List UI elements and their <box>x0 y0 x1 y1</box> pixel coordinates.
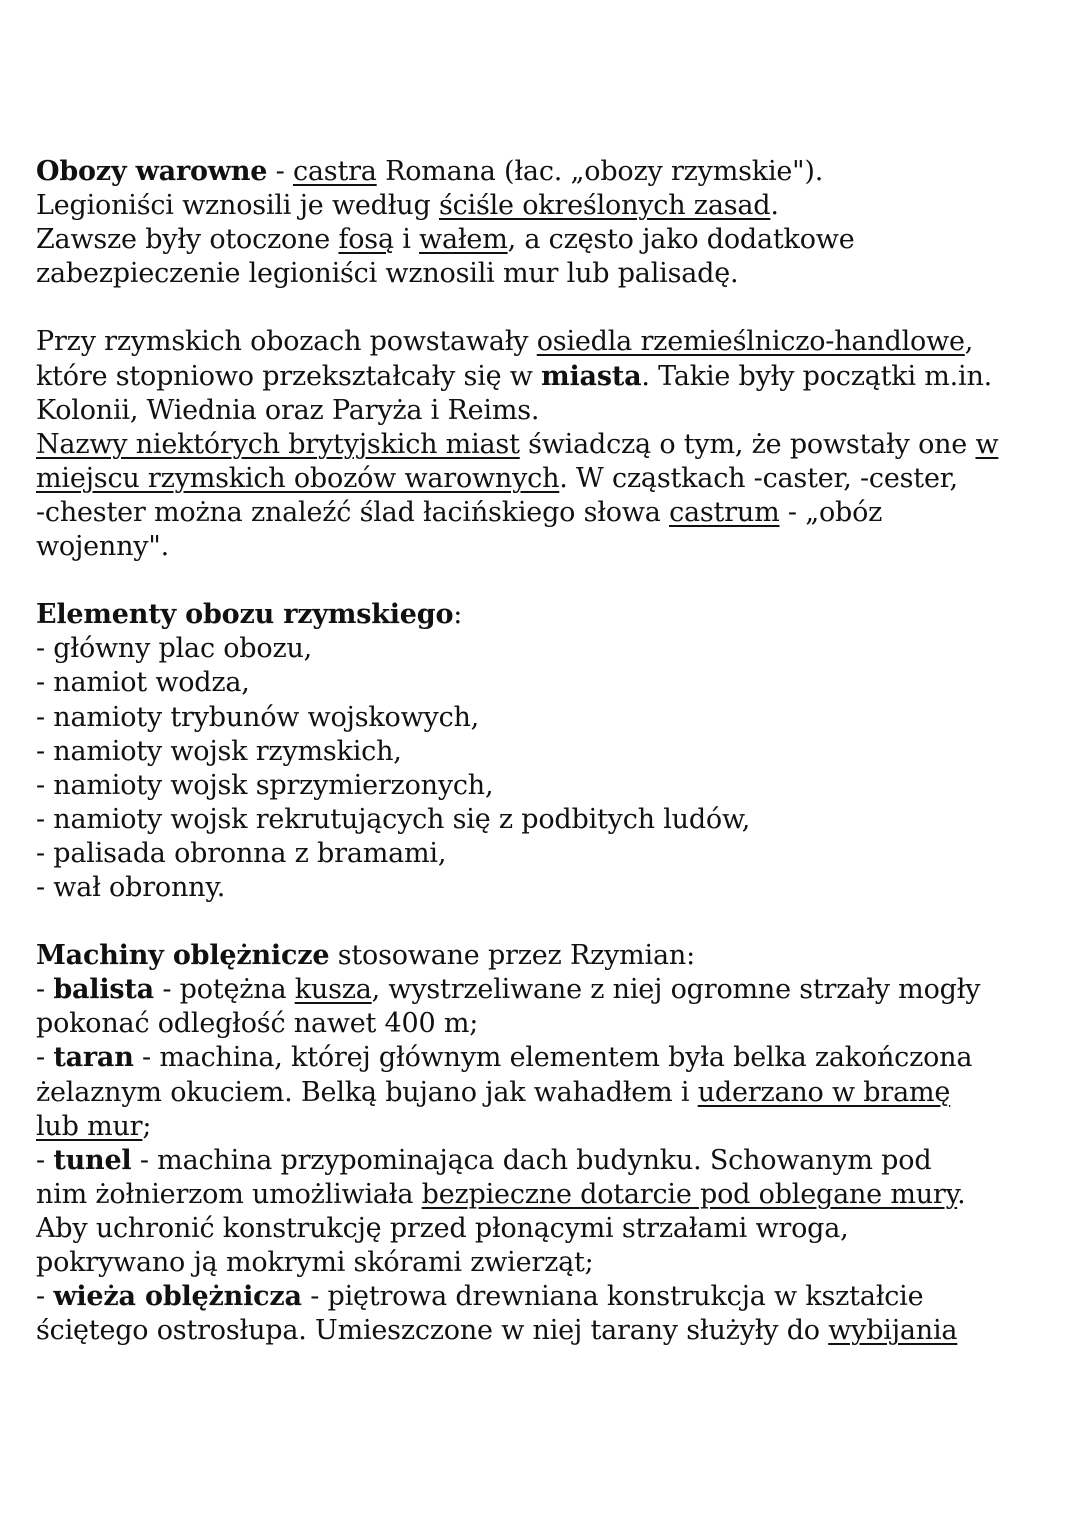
list-item: - tunel - machina przypominająca dach budynku. Schowanym pod <box>36 1144 932 1176</box>
text-line: Kolonii, Wiednia oraz Paryża i Reims. <box>36 394 540 426</box>
text-line: Nazwy niektórych brytyjskich miast świadczą o tym, że powstały one w <box>36 428 999 460</box>
underlined-term: w <box>975 428 999 460</box>
text-line: Zawsze były otoczone fosą i wałem, a często jako dodatkowe <box>36 224 855 256</box>
underlined-term: castra <box>292 156 377 187</box>
section-heading-obozy: Obozy warowne <box>36 156 268 187</box>
list-item: - główny plac obozu, <box>36 633 313 665</box>
paragraph-spacer <box>36 564 1056 598</box>
text-line: Machiny oblężnicze stosowane przez Rzymian: <box>36 940 695 972</box>
section-heading-machiny: Machiny oblężnicze <box>36 940 330 972</box>
text-line: Aby uchronić konstrukcję przed płonącymi strzałami wroga, <box>36 1212 849 1244</box>
text-line: miejscu rzymskich obozów warownych. W cząstkach -caster, -cester, <box>36 462 958 494</box>
text-line: -chester można znaleźć ślad łacińskiego słowa castrum - „obóz <box>36 496 883 528</box>
underlined-term: fosą <box>338 224 394 256</box>
list-item: - namioty trybunów wojskowych, <box>36 701 480 733</box>
text-line: Legioniści wznosili je według ściśle określonych zasad. <box>36 190 779 222</box>
list-item: - namioty wojsk rzymskich, <box>36 735 402 767</box>
text-line: które stopniowo przekształcały się w miasta. Takie były początki m.in. <box>36 360 993 392</box>
document-page <box>36 155 1056 1348</box>
underlined-term: castrum <box>669 496 780 528</box>
text-line: Elementy obozu rzymskiego: <box>36 599 463 631</box>
list-item: - namioty wojsk sprzymierzonych, <box>36 769 494 801</box>
section-heading-elementy: Elementy obozu rzymskiego <box>36 599 454 631</box>
underlined-term: wałem <box>419 224 508 256</box>
bold-term: wieża oblężnicza <box>53 1281 302 1313</box>
text-line: zabezpieczenie legioniści wznosili mur lub palisadę. <box>36 258 739 290</box>
paragraph-spacer <box>36 905 1056 939</box>
text-line: nim żołnierzom umożliwiała bezpieczne dotarcie pod oblegane mury. <box>36 1178 966 1210</box>
list-item: - namioty wojsk rekrutujących się z podbitych ludów, <box>36 803 751 835</box>
bold-term: miasta <box>541 360 642 392</box>
underlined-term: kusza <box>294 974 372 1006</box>
list-item: - wieża oblężnicza - piętrowa drewniana konstrukcja w kształcie <box>36 1281 924 1313</box>
text-line: Przy rzymskich obozach powstawały osiedla rzemieślniczo-handlowe, <box>36 326 974 358</box>
underlined-term: ściśle określonych zasad <box>438 190 771 222</box>
bold-term: tunel <box>53 1144 132 1176</box>
bold-term: taran <box>53 1042 134 1074</box>
list-item: - taran - machina, której głównym elementem była belka zakończona <box>36 1042 973 1074</box>
text-line: wojenny". <box>36 531 169 563</box>
underlined-term: miejscu rzymskich obozów warownych <box>36 462 560 494</box>
underlined-term: Nazwy niektórych brytyjskich miast <box>36 428 520 460</box>
text-line: pokonać odległość nawet 400 m; <box>36 1008 479 1040</box>
list-item: - palisada obronna z bramami, <box>36 837 447 869</box>
underlined-term: wybijania <box>828 1315 958 1347</box>
bold-term: balista <box>53 974 154 1006</box>
list-item: - namiot wodza, <box>36 667 250 699</box>
underlined-term: lub mur <box>36 1110 143 1142</box>
text-line: lub mur; <box>36 1110 152 1142</box>
underlined-term: bezpieczne dotarcie pod oblegane mury <box>421 1178 958 1210</box>
underlined-term: osiedla rzemieślniczo-handlowe <box>536 326 965 358</box>
text-line: żelaznym okuciem. Belką bujano jak wahadłem i uderzano w bramę <box>36 1076 951 1108</box>
text-line: pokrywano ją mokrymi skórami zwierząt; <box>36 1247 594 1278</box>
underlined-term: uderzano w bramę <box>697 1076 951 1108</box>
paragraph-spacer <box>36 291 1056 325</box>
list-item: - balista - potężna kusza, wystrzeliwane z niej ogromne strzały mogły <box>36 974 981 1006</box>
text-line: ściętego ostrosłupa. Umieszczone w niej tarany służyły do wybijania <box>36 1315 958 1347</box>
text-line: Obozy warowne - castra Romana (łac. „obozy rzymskie"). <box>36 156 824 187</box>
list-item: - wał obronny. <box>36 871 226 903</box>
